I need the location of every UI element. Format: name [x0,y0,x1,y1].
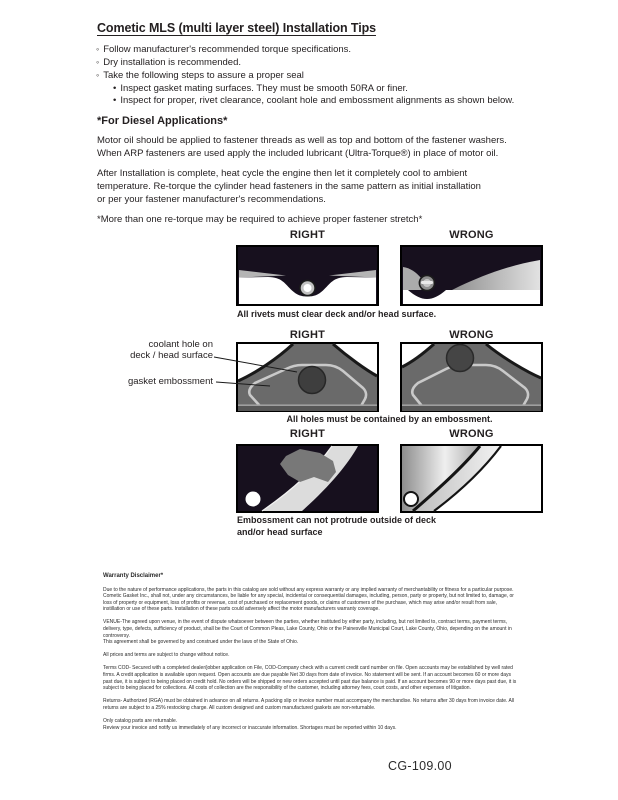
row2-right-label: RIGHT [289,329,326,341]
row1-wrong-label: WRONG [449,229,494,241]
retorque-note: *More than one re-torque may be required to achieve proper fastener stretch* [97,214,423,225]
disclaimer-returns: Returns- Authorized (RGA) must be obtained in advance on all returns. A packing slip or invoice number must accompany the merchandise. No returns after 30 days from invoice date. All returns are subject to a 25% restocking charge. All custom designed and custom manufactured gaskets are non-returnable. [103,698,515,711]
diesel-paragraph-1: Motor oil should be applied to fastener threads as well as top and bottom of the fastener washers. When ARP fasteners are used apply the included lubricant (Ultra-Torque®) in place of motor oil. [97,135,507,159]
warranty-disclaimer-heading: Warranty Disclaimer* [103,573,164,579]
row3-caption: Embossment can not protrude outside of deck and/or head surface [237,515,437,537]
disclaimer-review-invoice: Review your invoice and notify us immediately of any incorrect or inaccurate information. Shortages must be reported within 10 days. [103,724,397,731]
row2-caption: All holes must be contained by an embossment. [286,414,493,424]
row1-right-label: RIGHT [289,229,326,241]
disclaimer-prices: All prices and terms are subject to change without notice. [103,652,230,659]
tip-item: ◦ Follow manufacturer's recommended torque specifications. [96,43,536,56]
document-code: CG-109.00 [388,759,452,773]
diesel-heading: *For Diesel Applications* [97,115,228,127]
coolant-wrong-figure [400,342,543,412]
installation-tips-list [96,43,536,107]
row3-right-label: RIGHT [289,428,326,440]
disclaimer-terms: Terms COD- Secured with a completed dealer/jobber application on File, COD-Company check with a current credit card number on file. Open accounts may be established by well rated firms. A credit application is available upon request. Open accounts are due payable Net 30 days from date of invoice. No statement will be sent. If an account becomes 60 or more days past due, it is subject to being placed on credit hold. No orders will be shipped or new orders accepted until past due balance is paid. If an account becomes 90 or more days past due, it is subject to being placed for collections. All costs of collection are the responsibility of the customer, including attorney fees, court costs, and other expenses of litigation. [103,665,517,692]
coolant-hole-annotation: coolant hole on deck / head surface [130,339,213,361]
rivet-right-figure [236,245,379,306]
diesel-paragraph-2: After Installation is complete, heat cycle the engine then let it completely cool to ambient temperature. Re-torque the cylinder head fasteners in the same pattern as initial installation or per your fastener manufacturer's recommendations. [97,168,481,205]
embossment-right-diagram [236,444,379,513]
warranty-disclaimer [103,573,517,738]
rivet-wrong-figure [400,245,543,306]
tip-item: ◦ Dry installation is recommended. [96,56,536,69]
disclaimer-governing-law: This agreement shall be governed by and construed under the laws of the State of Ohio. [103,639,299,646]
coolant-right-figure [236,342,379,412]
page-title: Cometic MLS (multi layer steel) Installation Tips [97,21,376,35]
coolant-right-diagram [236,342,379,412]
row3-wrong-label: WRONG [449,428,494,440]
row1-caption: All rivets must clear deck and/or head surface. [237,309,437,319]
rivet-wrong-diagram [400,245,543,306]
row2-wrong-label: WRONG [449,329,494,341]
disclaimer-catalog-parts: Only catalog parts are returnable. [103,718,178,724]
disclaimer-liability: Due to the nature of performance applications, the parts in this catalog are sold without any express warranty or any implied warranty of merchantability or fitness for a particular purpose. Cometic Gasket Inc., shall not, under any circumstances, be liable for any special, incidental or consequential damages, including, person, party or property, but not limited to, damage, or loss of property or equipment, loss of profits or revenue, cost of purchased or replacement goods, or claims of customers of the purchase, which may arise and/or result from sale, instillation or use of these parts. Installation of these parts could adversely affect the motor manufacturers warranty coverage. [103,586,514,613]
embossment-right-figure [236,444,379,513]
rivet-right-diagram [236,245,379,306]
tip-sub-item: • Inspect gasket mating surfaces. They must be smooth 50RA or finer. [113,83,536,95]
embossment-wrong-diagram [400,444,543,513]
gasket-embossment-annotation: gasket embossment [127,376,213,387]
embossment-wrong-figure [400,444,543,513]
tip-item: ◦ Take the following steps to assure a proper seal [96,69,536,82]
tip-sub-item: • Inspect for proper, rivet clearance, coolant hole and embossment alignments as shown below. [113,95,536,107]
coolant-wrong-diagram [400,342,543,412]
disclaimer-venue: VENUE-The agreed upon venue, in the event of dispute whatsoever between the parties, whether instituted by either party, including, but not limited to, contract terms, payment terms, delivery, type, defects, sufficiency of product, shall be the Court of Common Pleas, Lake County, Ohio or the Painesville Municipal Court, Lake County, Ohio, depending on the amount in controversy. [103,619,512,639]
